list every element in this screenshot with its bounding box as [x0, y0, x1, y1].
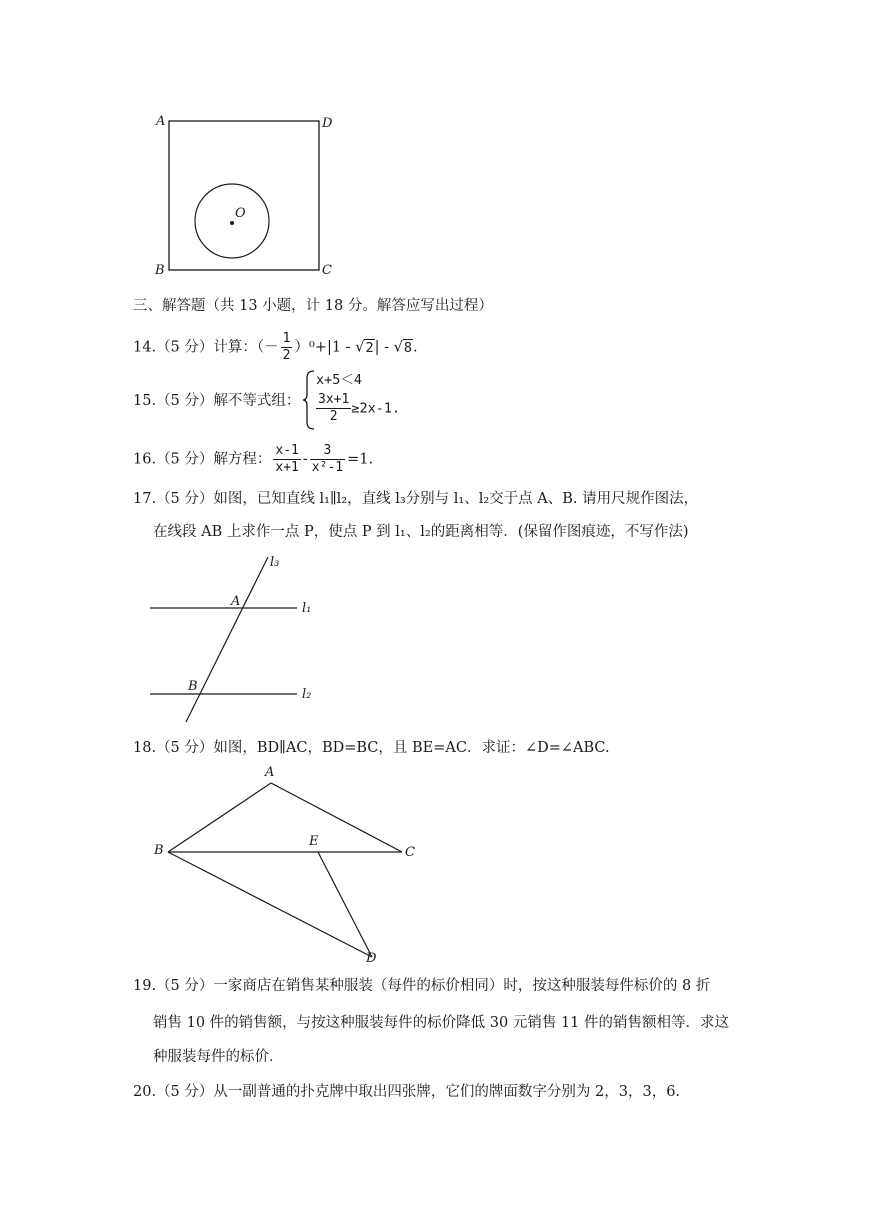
q18-number: 18. [133, 740, 157, 756]
label-B-fig2: B [188, 679, 198, 694]
q16-minus: - [302, 451, 308, 468]
question-20 [133, 1082, 680, 1102]
q15-inequality-system [302, 370, 422, 430]
question-19-line2: 销售 10 件的销售额，与按这种服装每件的标价降低 30 元销售 11 件的销售额相等．求这 [153, 1015, 730, 1031]
segment-ED [318, 852, 372, 957]
segment-AC [271, 783, 402, 852]
segment-BD [168, 852, 372, 957]
label-l2: l₂ [302, 687, 312, 702]
q15-prompt: 解不等式组： [213, 393, 301, 409]
q16-f1-den: x+1 [275, 460, 299, 475]
q14-mid: ）⁰+|1 - [294, 339, 356, 356]
center-point-o [230, 221, 234, 225]
q14-number: 14. [133, 339, 157, 356]
question-19-line3: 种服装每件的标价． [153, 1049, 284, 1065]
q15-ineq2-rest: ≥2x-1 [351, 400, 392, 417]
square-circle-figure [150, 110, 350, 285]
label-D-fig1: D [322, 116, 333, 131]
square-abcd [169, 121, 319, 270]
label-B-fig3: B [154, 843, 164, 858]
q15-score: （5 分） [156, 393, 214, 409]
q16-f1-num: x-1 [275, 443, 299, 458]
label-A-fig1: A [156, 114, 166, 129]
q15-number: 15. [133, 393, 157, 409]
label-C-fig1: C [322, 263, 332, 278]
q17-text-1: 如图，已知直线 l₁∥l₂，直线 l₃分别与 l₁、l₂交于点 A、B. 请用尺规作图法， [213, 491, 699, 507]
q14-sqrt-8: 8 [403, 339, 412, 356]
q19-number: 19. [133, 978, 157, 994]
label-A-fig2: A [231, 594, 241, 609]
q15-ineq2-frac [316, 392, 351, 425]
q16-score: （5 分） [156, 451, 214, 468]
q14-frac-den: 2 [282, 348, 291, 363]
label-l1: l₁ [302, 601, 312, 616]
segment-BA [168, 783, 271, 852]
q15-ineq2-den: 2 [329, 409, 338, 424]
q15-brace [302, 370, 316, 430]
q16-rest: =1. [347, 451, 374, 468]
q14-prefix: （－ [256, 339, 279, 356]
parallel-lines-figure [145, 555, 335, 730]
triangle-figure [150, 765, 420, 970]
label-D-fig3: D [366, 951, 377, 966]
q17-score: （5 分） [156, 491, 214, 507]
question-16 [133, 443, 373, 476]
q17-number: 17. [133, 491, 157, 507]
q14-sqrt-2: 2 [365, 339, 374, 356]
q20-score: （5 分） [156, 1084, 214, 1100]
q18-score: （5 分） [156, 740, 214, 756]
q16-number: 16. [133, 451, 157, 468]
q20-text: 从一副普通的扑克牌中取出四张牌，它们的牌面数字分别为 2，3，3，6. [213, 1084, 681, 1100]
question-19-line1 [133, 976, 710, 996]
label-B-fig1: B [155, 263, 165, 278]
question-15-label [133, 391, 300, 411]
q14-mid2: | - [374, 339, 394, 356]
q14-score: （5 分） [156, 339, 214, 356]
q15-ineq2-num: 3x+1 [318, 392, 350, 407]
label-O-fig1: O [235, 206, 246, 221]
q19-text-1: 一家商店在销售某种服装（每件的标价相同）时，按这种服装每件标价的 8 折 [213, 978, 711, 994]
q16-prompt: 解方程： [213, 451, 272, 468]
q16-f2-num: 3 [310, 443, 345, 460]
label-l3: l₃ [270, 555, 280, 570]
q15-end: . [391, 400, 401, 417]
label-E-fig3: E [309, 834, 319, 849]
question-14: 14.（5 分）计算：（－ $\frac{1}{2}$ ）⁰+|1 - √2| - √8. [133, 331, 418, 363]
question-17-line1 [133, 489, 698, 509]
section-heading: 三、解答题（共 13 小题，计 18 分。解答应写出过程） [133, 298, 493, 314]
q16-fraction-1 [273, 443, 300, 476]
q19-score: （5 分） [156, 978, 214, 994]
q20-number: 20. [133, 1084, 157, 1100]
q14-prompt: 计算： [213, 339, 257, 356]
question-17-line2: 在线段 AB 上求作一点 P，使点 P 到 l₁、l₂的距离相等．(保留作图痕迹，不写作法) [153, 524, 689, 540]
q16-f2-den: x²-1 [311, 460, 344, 475]
label-C-fig3: C [405, 845, 415, 860]
q16-fraction-2 [310, 443, 345, 476]
label-A-fig3: A [265, 765, 275, 780]
q15-ineq-1: x+5＜4 [316, 372, 363, 388]
q15-ineq-2 [316, 392, 400, 425]
q18-text: 如图，BD∥AC，BD=BC，且 BE=AC．求证：∠D=∠ABC. [213, 740, 610, 756]
q14-frac-num: 1 [282, 331, 291, 346]
q14-fraction [281, 331, 293, 364]
line-l3 [186, 557, 268, 722]
q14-end: . [412, 339, 418, 356]
question-18 [133, 738, 610, 758]
